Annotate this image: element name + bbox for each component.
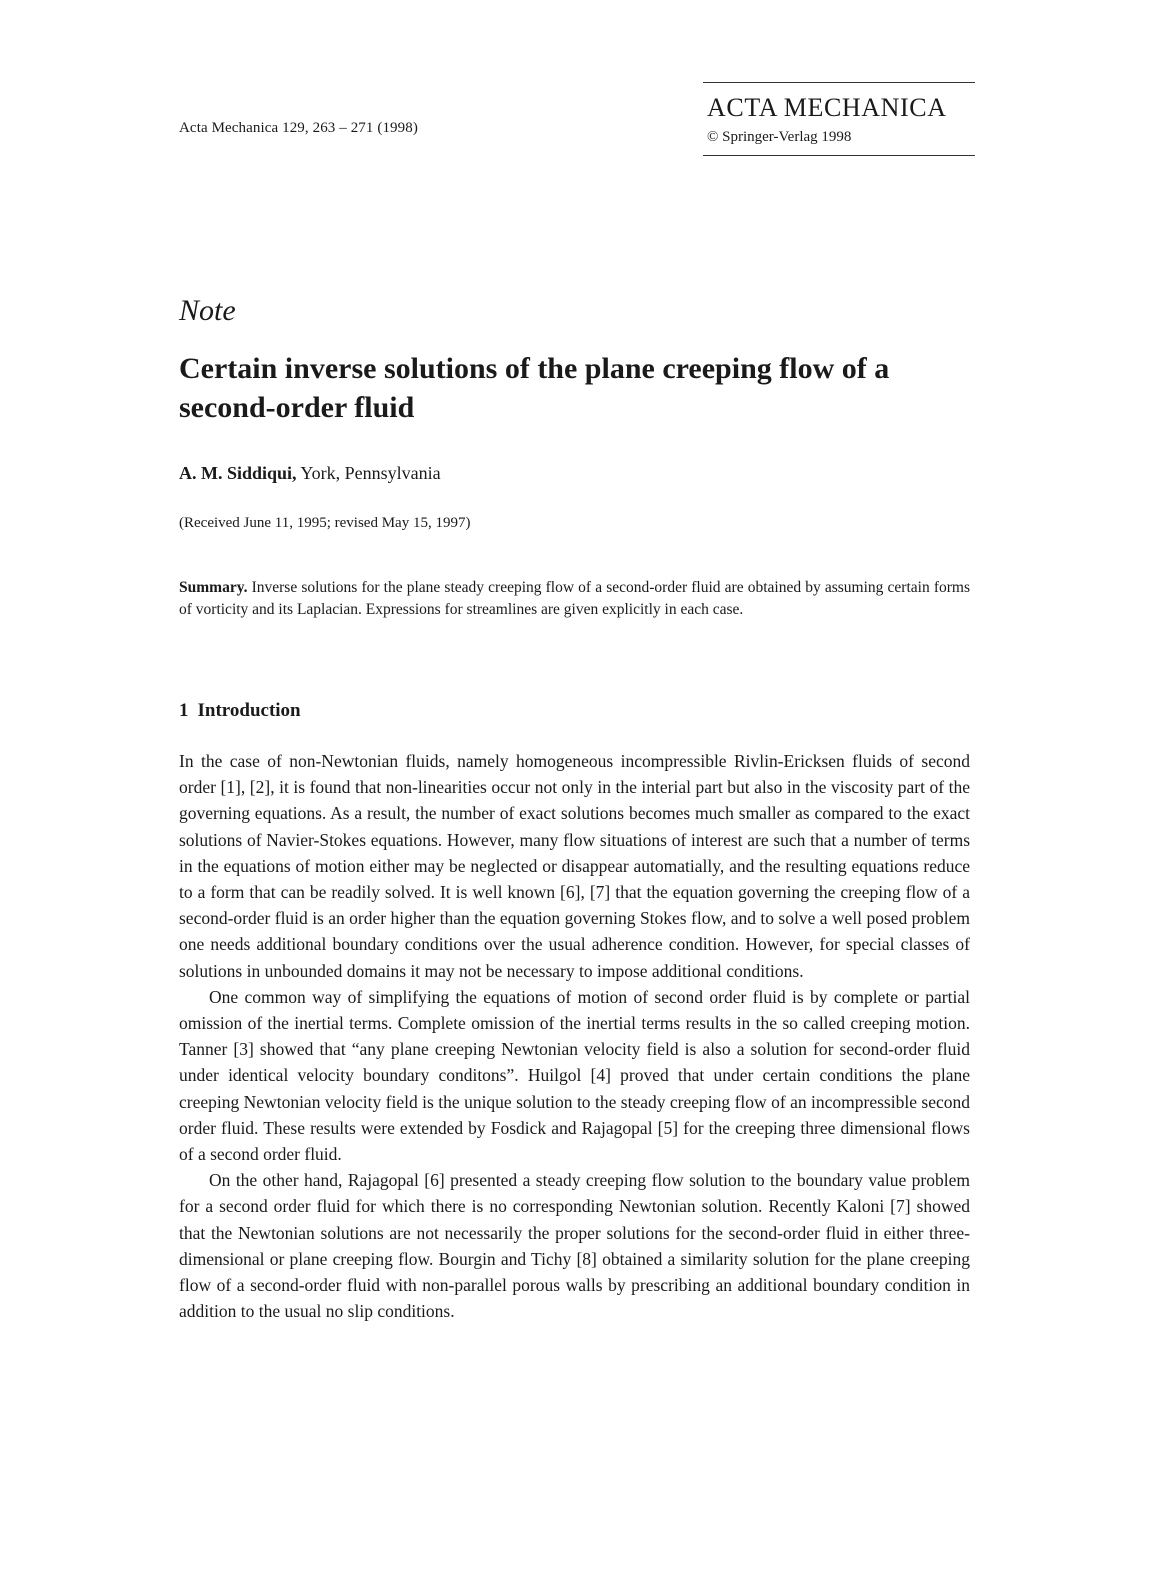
journal-citation: Acta Mechanica 129, 263 – 271 (1998) <box>179 120 418 136</box>
paper-title: Certain inverse solutions of the plane creeping flow of a second-order fluid <box>179 352 890 424</box>
paragraph: One common way of simplifying the equations of motion of second order fluid is by complete or partial omission of the inertial terms. Complete omission of the inertial terms results in the so called creeping motion. Tanner [3] showed that “any plane creeping Newtonian velocity field is also a solution for second-order fluid under identical velocity boundary conditons”. Huilgol [4] proved that under certain conditions the plane creeping Newtonian velocity field is the unique solution to the steady creeping flow of an incompressible second order fluid. These results were extended by Fosdick and Rajagopal [5] for the creeping three dimensional flows of a second order fluid. <box>179 986 970 1165</box>
article-type-label: Note <box>179 294 236 327</box>
received-dates: (Received June 11, 1995; revised May 15, 1997) <box>179 515 471 531</box>
section-number: 1 <box>179 700 189 721</box>
introduction-body <box>179 748 970 1324</box>
paragraph: In the case of non-Newtonian fluids, namely homogeneous incompressible Rivlin-Ericksen fluids of second order [1], [2], it is found that non-linearities occur not only in the interial part but also in the viscosity part of the governing equations. As a result, the number of exact solutions becomes much smaller as compared to the exact solutions of Navier-Stokes equations. However, many flow situations of interest are such that a number of terms in the equations of motion either may be neglected or disappear automatially, and the resulting equations reduce to a form that can be readily solved. It is well known [6], [7] that the equation governing the creeping flow of a second-order fluid is an order higher than the equation governing Stokes flow, and to solve a well posed problem one needs additional boundary conditions over the usual adherence condition. However, for special classes of solutions in unbounded domains it may not be necessary to impose additional conditions. <box>179 751 970 981</box>
journal-name: ACTA MECHANICA <box>707 93 947 122</box>
journal-header-box <box>703 82 975 156</box>
summary <box>179 577 970 621</box>
author-location: York, Pennsylvania <box>296 463 441 483</box>
summary-label: Summary. <box>179 579 248 596</box>
section-heading <box>179 700 301 722</box>
section-title: Introduction <box>197 700 301 721</box>
paragraph: On the other hand, Rajagopal [6] presented a steady creeping flow solution to the boundary value problem for a second order fluid for which there is no corresponding Newtonian solution. Recently Kaloni [7] showed that the Newtonian solutions are not necessarily the proper solutions for the second-order fluid in either three-dimensional or plane creeping flow. Bourgin and Tichy [8] obtained a similarity solution for the plane creeping flow of a second-order fluid with non-parallel porous walls by prescribing an additional boundary condition in addition to the usual no slip conditions. <box>179 1170 970 1322</box>
author-name: A. M. Siddiqui, <box>179 463 297 483</box>
summary-text: Inverse solutions for the plane steady creeping flow of a second-order fluid are obtained by assuming certain forms of vorticity and its Laplacian. Expressions for streamlines are given explicitly in each case. <box>179 579 970 618</box>
author-line <box>179 463 441 484</box>
copyright-notice: © Springer-Verlag 1998 <box>707 129 852 145</box>
